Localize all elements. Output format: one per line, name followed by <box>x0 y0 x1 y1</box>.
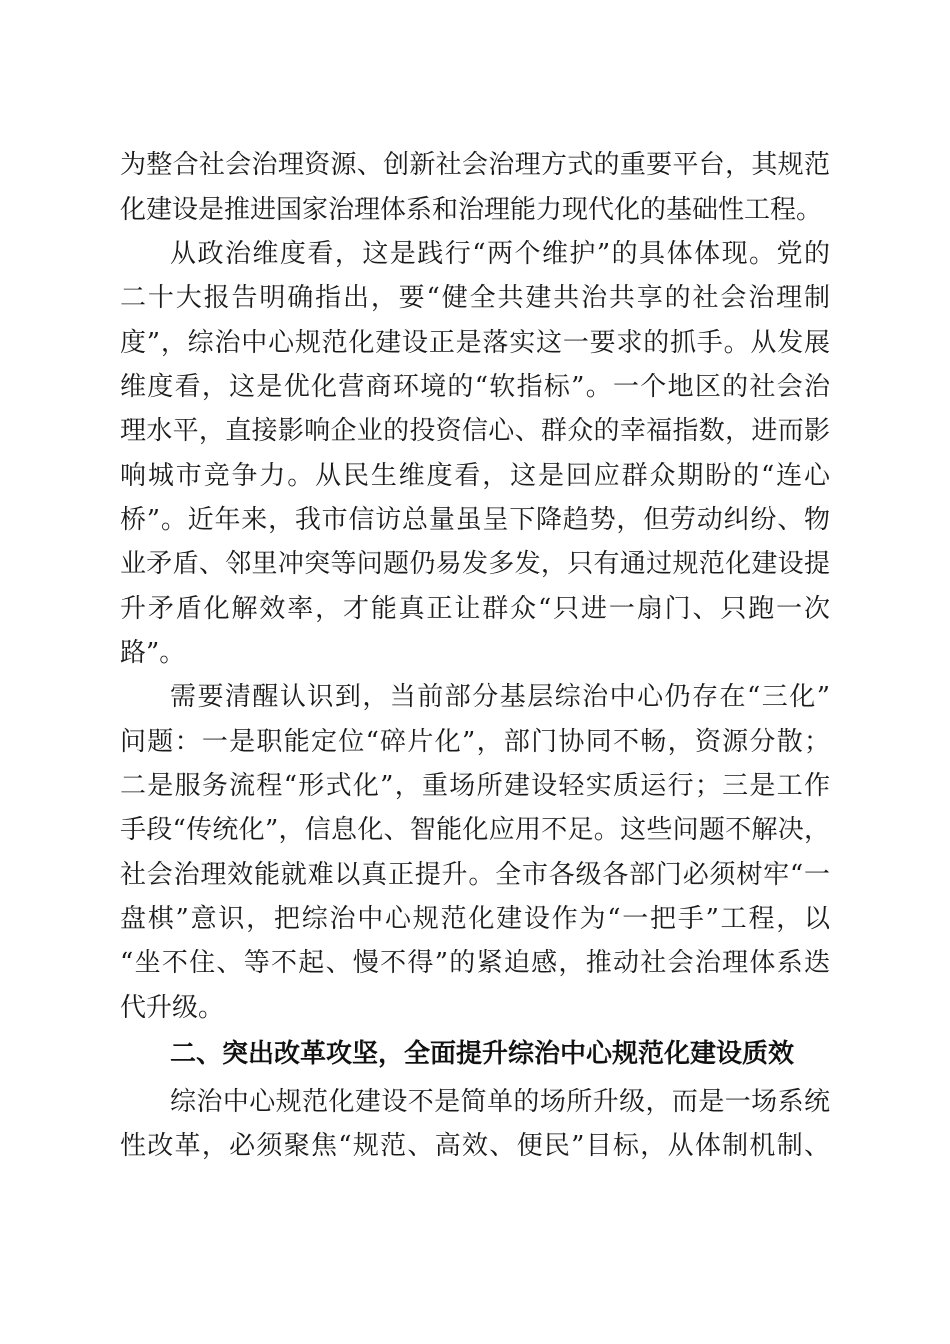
paragraph-3-line-3: 二是服务流程“形式化”，重场所建设轻实质运行；三是工作 <box>120 771 830 801</box>
section-paragraph-line-2: 性改革，必须聚焦“规范、高效、便民”目标，从体制机制、 <box>120 1131 830 1161</box>
paragraph-2-line-7: 桥”。近年来，我市信访总量虽呈下降趋势，但劳动纠纷、物 <box>120 505 830 535</box>
paragraph-3-line-6: 盘棋”意识，把综治中心规范化建设作为“一把手”工程，以 <box>120 904 830 934</box>
paragraph-2-line-2: 二十大报告明确指出，要“健全共建共治共享的社会治理制 <box>120 283 830 313</box>
paragraph-3-line-2: 问题：一是职能定位“碎片化”，部门协同不畅，资源分散； <box>120 727 830 757</box>
paragraph-2-line-3: 度”，综治中心规范化建设正是落实这一要求的抓手。从发展 <box>120 328 830 358</box>
paragraph-2-line-10: 路”。 <box>120 638 186 668</box>
paragraph-1-line-1: 为整合社会治理资源、创新社会治理方式的重要平台，其规范 <box>120 150 830 180</box>
paragraph-2-line-6: 响城市竞争力。从民生维度看，这是回应群众期盼的“连心 <box>120 461 830 491</box>
paragraph-3-line-5: 社会治理效能就难以真正提升。全市各级各部门必须树牢“一 <box>120 860 830 890</box>
paragraph-3-line-4: 手段“传统化”，信息化、智能化应用不足。这些问题不解决， <box>120 815 830 845</box>
section-heading: 二、突出改革攻坚，全面提升综治中心规范化建设质效 <box>170 1039 795 1069</box>
paragraph-2-line-5: 理水平，直接影响企业的投资信心、群众的幸福指数，进而影 <box>120 416 830 446</box>
section-paragraph-line-1: 综治中心规范化建设不是简单的场所升级，而是一场系统 <box>170 1087 830 1117</box>
paragraph-1-line-2: 化建设是推进国家治理体系和治理能力现代化的基础性工程。 <box>120 195 823 225</box>
paragraph-3-line-8: 代升级。 <box>120 993 225 1023</box>
paragraph-2-line-1: 从政治维度看，这是践行“两个维护”的具体体现。党的 <box>170 239 830 269</box>
paragraph-2-line-8: 业矛盾、邻里冲突等问题仍易发多发，只有通过规范化建设提 <box>120 549 830 579</box>
paragraph-2-line-9: 升矛盾化解效率，才能真正让群众“只进一扇门、只跑一次 <box>120 594 830 624</box>
paragraph-2-line-4: 维度看，这是优化营商环境的“软指标”。一个地区的社会治 <box>120 372 830 402</box>
paragraph-3-line-7: “坐不住、等不起、慢不得”的紧迫感，推动社会治理体系迭 <box>120 948 830 978</box>
paragraph-3-line-1: 需要清醒认识到，当前部分基层综治中心仍存在“三化” <box>170 682 830 712</box>
